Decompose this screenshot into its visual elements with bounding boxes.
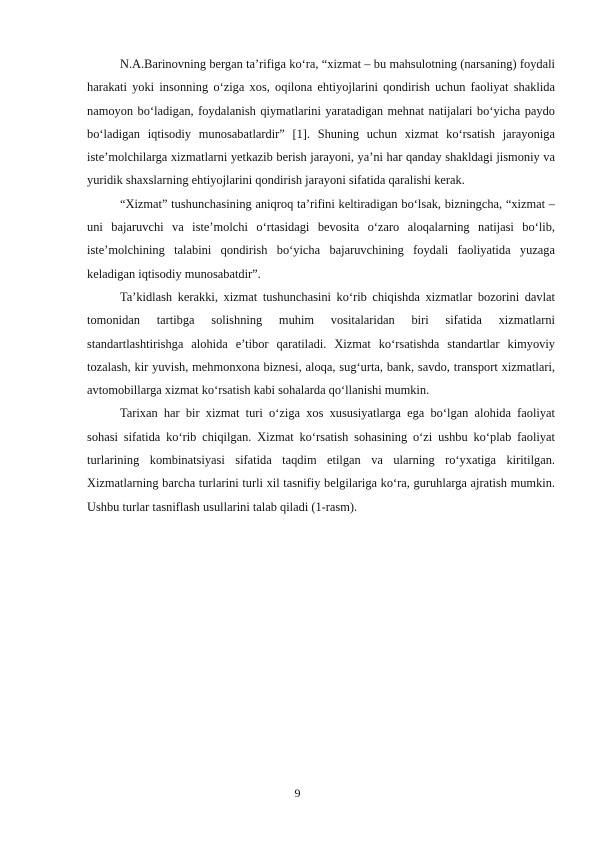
paragraph-3: Ta’kidlash kerakki, xizmat tushunchasini ko‘rib chiqishda xizmatlar bozorini davlat tomonidan tartibga solishning muhim vositalaridan biri sifatida xizmatlarni standartlashtirishga alohida e’tibor qaratiladi. Xizmat ko‘rsatishda standartlar kimyoviy tozalash, kir yuvish, mehmonxona biznesi, aloqa, sug‘urta, bank, savdo, transport xizmatlari, avtomobillarga xizmat ko‘rsatish kabi sohalarda qo‘llanishi mumkin. xyxy=(87,289,555,398)
paragraph-2: “Xizmat” tushunchasining aniqroq ta’rifini keltiradigan bo‘lsak, bizningcha, “xizmat – uni bajaruvchi va iste’molchi o‘rtasidagi bevosita o‘zaro aloqalarning natijasi bo‘lib, iste’molchining talabini qondirish bo‘yicha bajaruvchining foydali faoliyatida yuzaga keladigan iqtisodiy munosabatdir”. xyxy=(87,196,555,281)
page-number: 9 xyxy=(294,786,301,800)
paragraph-4: Tarixan har bir xizmat turi o‘ziga xos xususiyatlarga ega bo‘lgan alohida faoliyat sohasi sifatida ko‘rib chiqilgan. Xizmat ko‘rsatish sohasining o‘zi ushbu ko‘plab faoliyat turlarining kombinatsiyasi sifatida taqdim etilgan va ularning ro‘yxatiga kiritilgan. Xizmatlarning barcha turlarini turli xil tasnifiy belgilariga ko‘ra, guruhlarga ajratish mumkin. Ushbu turlar tasniflash usullarini talab qiladi (1-rasm). xyxy=(87,406,555,514)
paragraph-1: N.A.Barinovning bergan ta’rifiga ko‘ra, “xizmat – bu mahsulotning (narsaning) foydali harakati yoki insonning o‘ziga xos, oqilona ehtiyojlarini qondirish uchun faoliyat shaklida namoyon bo‘ladigan, foydalanish qiymatlarini yaratadigan mehnat natijalari bo‘yicha paydo bo‘ladigan iqtisodiy munosabatlardir” [1]. Shuning uchun xizmat ko‘rsatish jarayoniga iste’molchilarga xizmatlarni yetkazib berish jarayoni, ya’ni har qanday shakldagi jismoniy va yuridik shaxslarning ehtiyojlarini qondirish jarayoni sifatida qaralishi kerak. xyxy=(87,57,555,188)
body-text xyxy=(87,53,555,519)
